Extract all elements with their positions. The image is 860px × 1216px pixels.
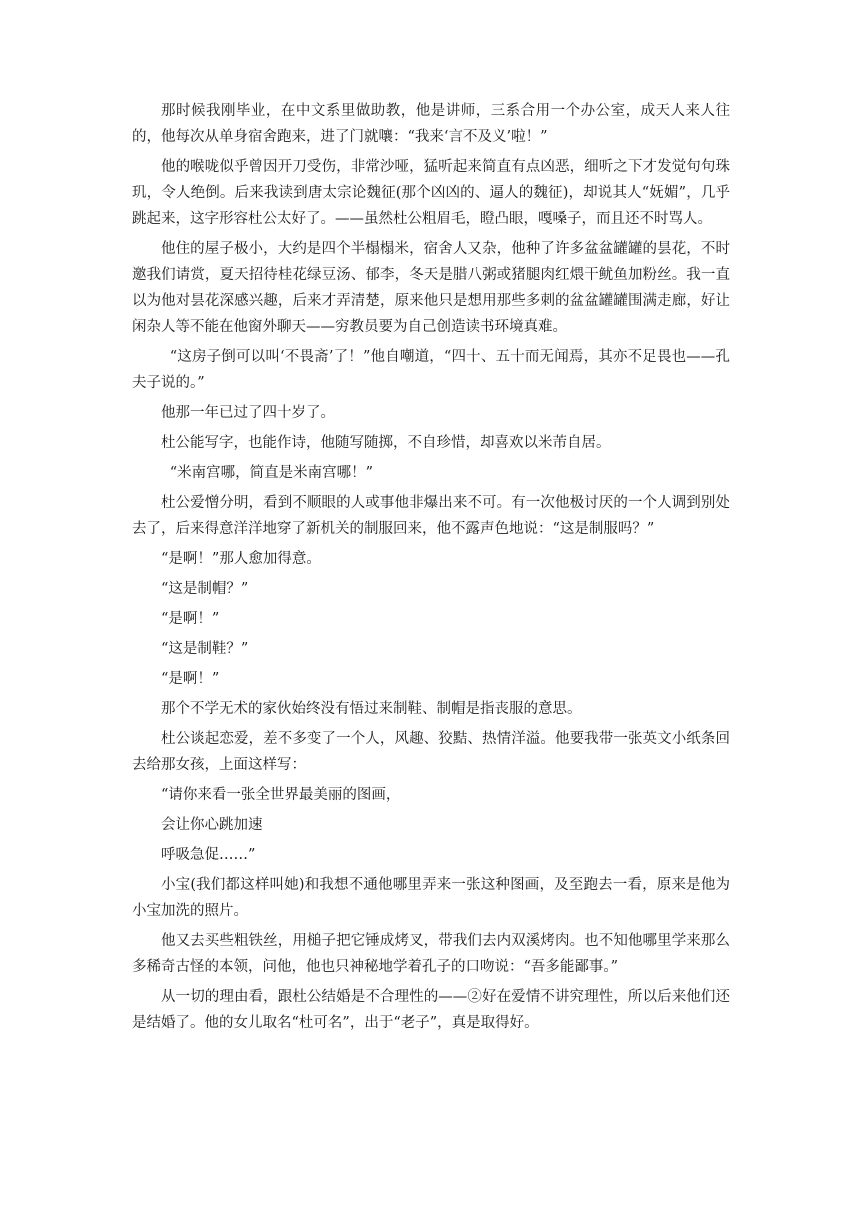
paragraph: “这是制帽？” [161,581,249,597]
poem-line: 呼吸急促……” [161,847,256,863]
paragraph: 他那一年已过了四十岁了。 [161,405,335,421]
paragraph: 他又去买些粗铁丝，用槌子把它锤成烤叉，带我们去内双溪烤肉。也不知他哪里学来那么多稀奇古怪的本领，问他，他也只神秘地学着孔子的口吻说：“吾多能鄙事。” [132,933,730,975]
paragraph: 他住的屋子极小，大约是四个半榻榻米，宿舍人又杂，他种了许多盆盆罐罐的昙花，不时邀我们请赏，夏天招待桂花绿豆汤、郁李，冬天是腊八粥或猪腿肉红煨干鱿鱼加粉丝。我一直以为他对昙花深感兴趣，后来才弄清楚，原来他只是想用那些多刺的盆盆罐罐围满走廊，好让闲杂人等不能在他窗外聊天——穷教员要为自己创造读书环境真难。 [132,241,730,335]
paragraph: “这是制鞋？” [161,641,249,657]
paragraph: 杜公爱憎分明，看到不顺眼的人或事他非爆出来不可。有一次他极讨厌的一个人调到别处去了，后来得意洋洋地穿了新机关的制服回来，他不露声色地说：“这是制服吗？” [132,495,730,537]
paragraph: 杜公谈起恋爱，差不多变了一个人，风趣、狡黠、热情洋溢。他要我带一张英文小纸条回去给那女孩，上面这样写： [132,731,730,773]
document-body [132,98,730,1040]
paragraph: 那个不学无术的家伙始终没有悟过来制鞋、制帽是指丧服的意思。 [161,701,582,717]
paragraph: 小宝(我们都这样叫她)和我想不通他哪里弄来一张这种图画，及至跑去一看，原来是他为小宝加洗的照片。 [132,877,730,919]
paragraph: “米南宫哪，简直是米南宫哪！” [169,465,374,481]
paragraph: “是啊！” [161,611,220,627]
paragraph: 从一切的理由看，跟杜公结婚是不合理性的——②好在爱情不讲究理性，所以后来他们还是结婚了。他的女儿取名“杜可名”，出于“老子”，真是取得好。 [132,989,730,1031]
poem-line: 会让你心跳加速 [161,817,263,833]
paragraph: “这房子倒可以叫‘不畏斋’了！”他自嘲道，“四十、五十而无闻焉，其亦不足畏也——孔夫子说的。” [132,349,730,391]
paragraph: 那时候我刚毕业，在中文系里做助教，他是讲师，三系合用一个办公室，成天人来人往的，他每次从单身宿舍跑来，进了门就嚷：“我来‘言不及义’啦！” [132,103,730,145]
paragraph: “是啊！” [161,671,220,687]
poem-line: “请你来看一张全世界最美丽的图画， [161,787,401,803]
paragraph: 他的喉咙似乎曾因开刀受伤，非常沙哑，猛听起来简直有点凶恶，细听之下才发觉句句珠玑，令人绝倒。后来我读到唐太宗论魏征(那个凶凶的、逼人的魏征)，却说其人“妩媚”，几乎跳起来，这字形容杜公太好了。——虽然杜公粗眉毛，瞪凸眼，嘎嗓子，而且还不时骂人。 [132,159,730,227]
paragraph: 杜公能写字，也能作诗，他随写随掷，不自珍惜，却喜欢以米芾自居。 [161,435,611,451]
paragraph: “是啊！”那人愈加得意。 [161,551,321,567]
